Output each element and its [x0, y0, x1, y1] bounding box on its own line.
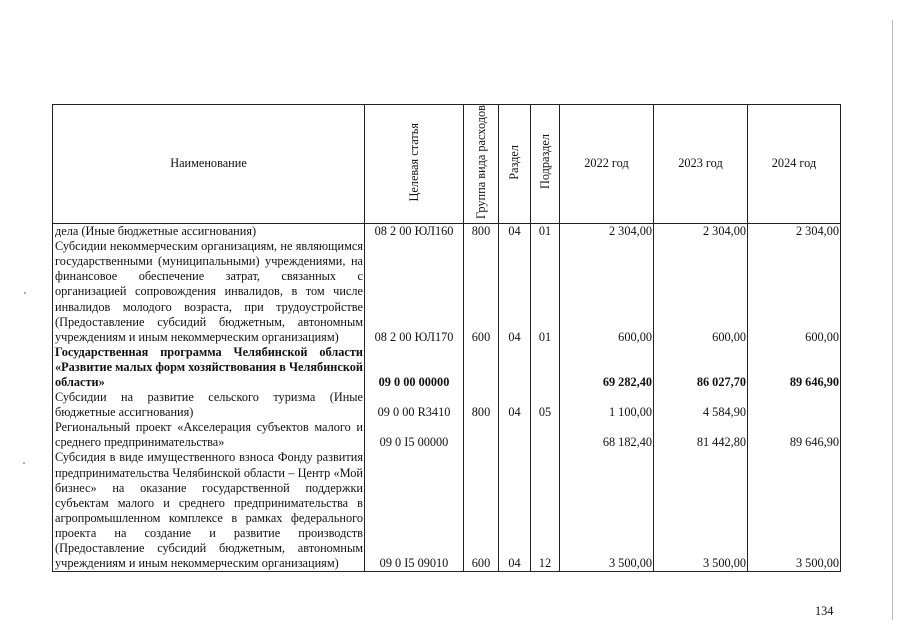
cell-2024: 2 304,00	[748, 224, 841, 240]
cell-2024: 89 646,90	[748, 420, 841, 450]
scan-edge-line	[892, 20, 893, 620]
cell-subsection: 12	[531, 450, 560, 571]
cell-name: дела (Иные бюджетные ассигнования)	[53, 224, 365, 240]
cell-2023: 4 584,90	[654, 390, 748, 420]
cell-2024: 89 646,90	[748, 345, 841, 390]
page-number: 134	[815, 604, 834, 618]
cell-2023: 600,00	[654, 239, 748, 345]
cell-2022: 1 100,00	[560, 390, 654, 420]
cell-name: Региональный проект «Акселерация субъектов малого и среднего предпринимательства»	[53, 420, 365, 450]
cell-section: 04	[499, 239, 531, 345]
cell-2023: 81 442,80	[654, 420, 748, 450]
cell-name: Государственная программа Челябинской области «Развитие малых форм хозяйствования в Челябинской области»	[53, 345, 365, 390]
table-row	[53, 420, 841, 450]
header-2022: 2022 год	[560, 105, 654, 224]
cell-expense-group: 800	[464, 390, 499, 420]
cell-expense-group	[464, 345, 499, 390]
header-section: Раздел	[499, 105, 531, 224]
cell-expense-group: 600	[464, 450, 499, 571]
cell-target-article: 09 0 00 R3410	[365, 390, 464, 420]
cell-subsection: 01	[531, 239, 560, 345]
cell-section: 04	[499, 224, 531, 240]
cell-target-article: 08 2 00 ЮЛ160	[365, 224, 464, 240]
cell-2023: 3 500,00	[654, 450, 748, 571]
cell-2022: 69 282,40	[560, 345, 654, 390]
table-row	[53, 224, 841, 240]
cell-target-article: 09 0 I5 00000	[365, 420, 464, 450]
table-row	[53, 345, 841, 390]
budget-table	[52, 104, 841, 572]
cell-2022: 3 500,00	[560, 450, 654, 571]
cell-subsection: 01	[531, 224, 560, 240]
cell-2022: 600,00	[560, 239, 654, 345]
cell-2023: 2 304,00	[654, 224, 748, 240]
cell-2022: 2 304,00	[560, 224, 654, 240]
table-row	[53, 239, 841, 345]
cell-section: 04	[499, 450, 531, 571]
cell-expense-group: 800	[464, 224, 499, 240]
scan-speck	[24, 292, 26, 294]
cell-name: Субсидии некоммерческим организациям, не являющимся государственными (муниципальными) учреждениями, на финансовое обеспечение затрат, связанных с организацией сопровождения инвалидов, в том числе инвалидов молодого возраста, при трудоустройстве (Предоставление субсидий бюджетным, автономным учреждениям и иным некоммерческим организациям)	[53, 239, 365, 345]
cell-name: Субсидия в виде имущественного взноса Фонду развития предпринимательства Челябинской области – Центр «Мой бизнес» на оказание государственной поддержки субъектам малого и среднего предпринимательства в агропромышленном комплексе в рамках федерального проекта на создание и развитие производств (Предоставление субсидий бюджетным, автономным учреждениям и иным некоммерческим организациям)	[53, 450, 365, 571]
cell-target-article: 09 0 00 00000	[365, 345, 464, 390]
cell-2024	[748, 390, 841, 420]
table-row	[53, 390, 841, 420]
cell-section	[499, 420, 531, 450]
cell-2022: 68 182,40	[560, 420, 654, 450]
header-2023: 2023 год	[654, 105, 748, 224]
cell-expense-group	[464, 420, 499, 450]
cell-expense-group: 600	[464, 239, 499, 345]
cell-subsection: 05	[531, 390, 560, 420]
header-name: Наименование	[53, 105, 365, 224]
cell-target-article: 09 0 I5 09010	[365, 450, 464, 571]
cell-subsection	[531, 420, 560, 450]
table-row	[53, 450, 841, 571]
table-header-row	[53, 105, 841, 224]
cell-subsection	[531, 345, 560, 390]
header-target-article: Целевая статья	[365, 105, 464, 224]
cell-2024: 3 500,00	[748, 450, 841, 571]
cell-section	[499, 345, 531, 390]
cell-section: 04	[499, 390, 531, 420]
header-expense-group: Группа вида расходов	[464, 105, 499, 224]
cell-2024: 600,00	[748, 239, 841, 345]
header-subsection: Подраздел	[531, 105, 560, 224]
scan-speck	[23, 462, 25, 464]
cell-target-article: 08 2 00 ЮЛ170	[365, 239, 464, 345]
header-2024: 2024 год	[748, 105, 841, 224]
cell-2023: 86 027,70	[654, 345, 748, 390]
cell-name: Субсидии на развитие сельского туризма (Иные бюджетные ассигнования)	[53, 390, 365, 420]
